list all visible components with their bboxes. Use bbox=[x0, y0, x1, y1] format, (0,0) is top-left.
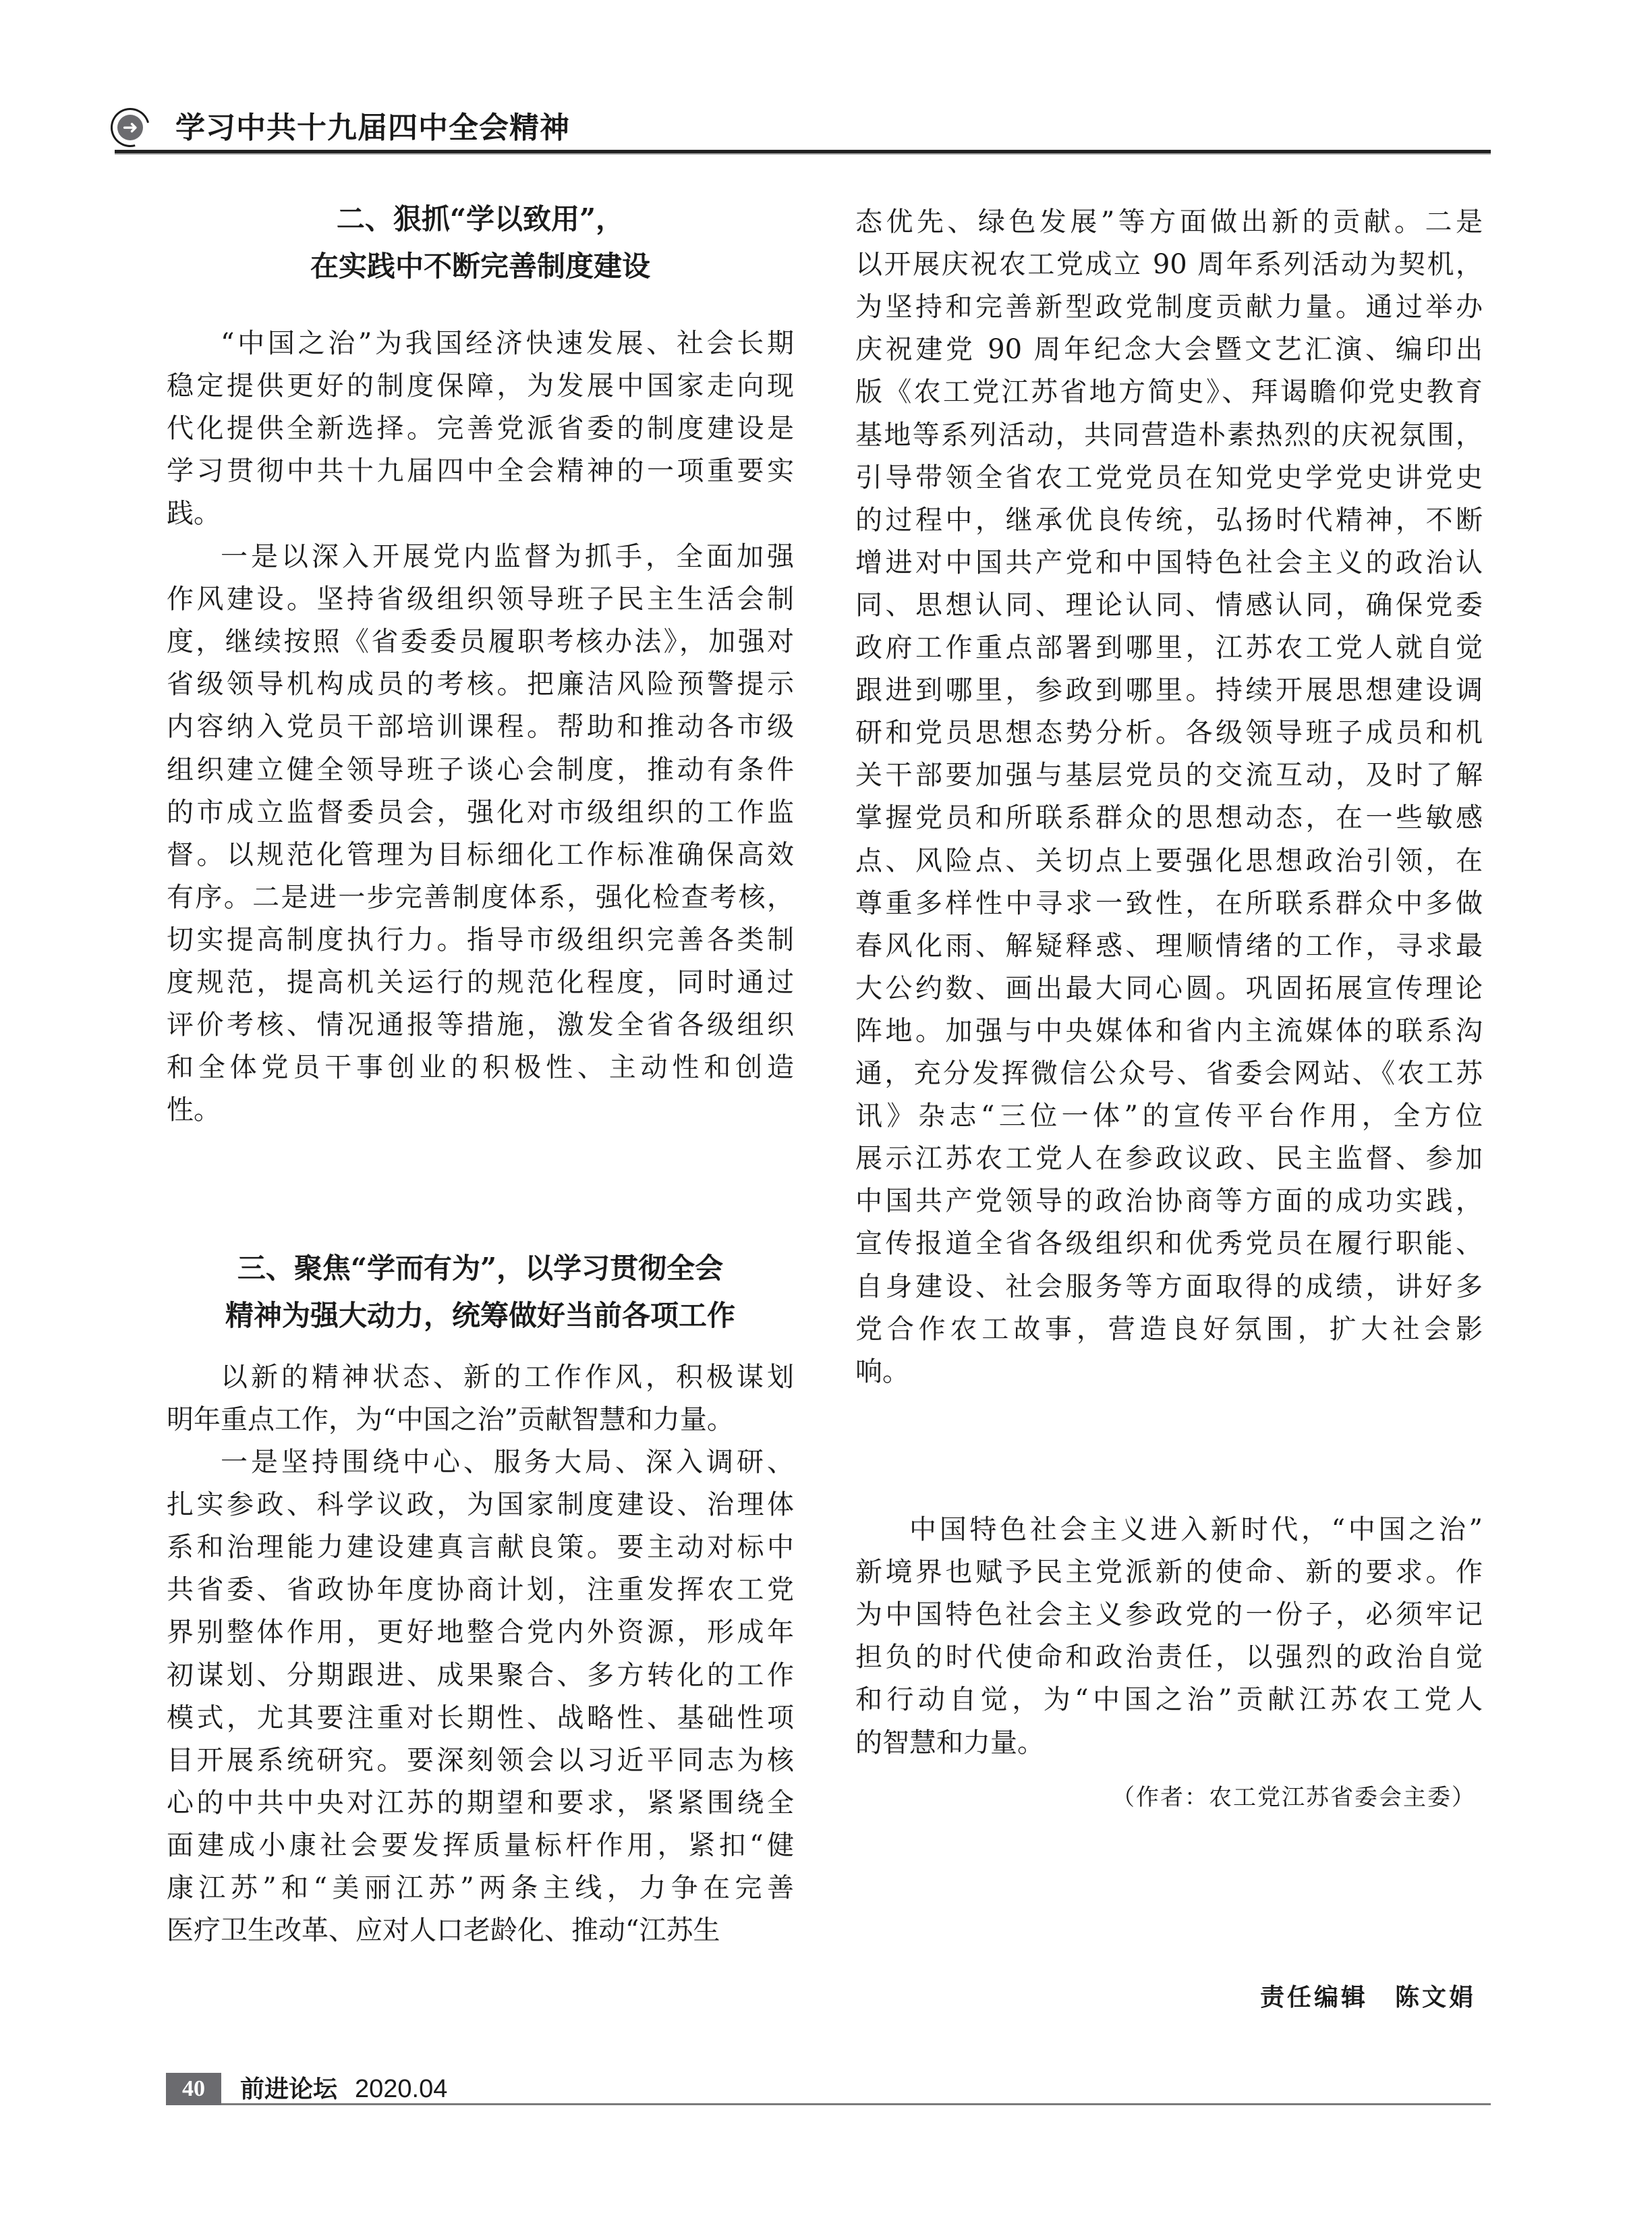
paragraph-2-line: 内容纳入党员干部培训课程。帮助和推动各市级 bbox=[167, 711, 794, 743]
section-heading-2: 二、狠抓“学以致用”， bbox=[336, 202, 625, 235]
footer-rule bbox=[221, 2103, 1491, 2105]
paragraph-4-cont-line: 宣传报道全省各级组织和优秀党员在履行职能、 bbox=[855, 1228, 1483, 1260]
paragraph-1-line: “中国之治”为我国经济快速发展、社会长期 bbox=[221, 328, 794, 359]
paragraph-4-line: 面建成小康社会要发挥质量标杆作用，紧扣“健 bbox=[167, 1829, 794, 1861]
paragraph-4-cont-line: 大公约数、画出最大同心圆。巩固拓展宣传理论 bbox=[855, 972, 1483, 1004]
paragraph-4-line: 系和治理能力建设建真言献良策。要主动对标中 bbox=[167, 1532, 794, 1563]
responsible-editor: 责任编辑 陈文娟 bbox=[1259, 1983, 1476, 2011]
paragraph-4-cont-line: 响。 bbox=[855, 1356, 909, 1387]
paragraph-4-cont-line: 版《农工党江苏省地方简史》、拜谒瞻仰党史教育 bbox=[855, 377, 1483, 408]
paragraph-4-line: 共省委、省政协年度协商计划，注重发挥农工党 bbox=[167, 1574, 794, 1606]
paragraph-4-cont-line: 跟进到哪里，参政到哪里。持续开展思想建设调 bbox=[855, 675, 1483, 706]
paragraph-3-line: 以新的精神状态、新的工作作风，积极谋划 bbox=[221, 1362, 794, 1393]
paragraph-5-line: 的智慧和力量。 bbox=[855, 1727, 1044, 1758]
paragraph-4-line: 模式，尤其要注重对长期性、战略性、基础性项 bbox=[167, 1702, 794, 1733]
paragraph-4-line: 目开展系统研究。要深刻领会以习近平同志为核 bbox=[167, 1744, 794, 1776]
paragraph-4-cont-line: 研和党员思想态势分析。各级领导班子成员和机 bbox=[855, 717, 1483, 749]
paragraph-5-line: 为中国特色社会主义参政党的一份子，必须牢记 bbox=[855, 1599, 1483, 1631]
paragraph-4-cont-line: 春风化雨、解疑释惑、理顺情绪的工作，寻求最 bbox=[855, 930, 1483, 962]
paragraph-3-line: 明年重点工作，为“中国之治”贡献智慧和力量。 bbox=[167, 1404, 734, 1436]
paragraph-4-cont-line: 基地等系列活动，共同营造朴素热烈的庆祝氛围， bbox=[855, 419, 1483, 451]
page-number: 40 bbox=[166, 2073, 221, 2105]
paragraph-4-cont-line: 阵地。加强与中央媒体和省内主流媒体的联系沟 bbox=[855, 1015, 1483, 1047]
issue-date: 2020.04 bbox=[355, 2075, 448, 2103]
paragraph-2-line: 一是以深入开展党内监督为抓手，全面加强 bbox=[221, 541, 794, 572]
paragraph-4-cont-line: 展示江苏农工党人在参政议政、民主监督、参加 bbox=[855, 1143, 1483, 1175]
section-heading-2: 在实践中不断完善制度建设 bbox=[310, 250, 650, 283]
author-credit: （作者：农工党江苏省委会主委） bbox=[1112, 1784, 1476, 1811]
paragraph-4-cont-line: 为坚持和完善新型政党制度贡献力量。通过举办 bbox=[855, 291, 1483, 323]
paragraph-4-line: 一是坚持围绕中心、服务大局、深入调研、 bbox=[221, 1447, 794, 1478]
arrow-right-circle-icon: ➜ bbox=[117, 115, 143, 140]
paragraph-4-cont-line: 关干部要加强与基层党员的交流互动，及时了解 bbox=[855, 760, 1483, 791]
paragraph-4-cont-line: 尊重多样性中寻求一致性，在所联系群众中多做 bbox=[855, 887, 1483, 919]
paragraph-4-cont-line: 中国共产党领导的政治协商等方面的成功实践， bbox=[855, 1186, 1483, 1217]
paragraph-1-line: 学习贯彻中共十九届四中全会精神的一项重要实 bbox=[167, 455, 794, 487]
paragraph-4-line: 康江苏”和“美丽江苏”两条主线，力争在完善 bbox=[167, 1872, 794, 1903]
paragraph-2-line: 度，继续按照《省委委员履职考核办法》，加强对 bbox=[167, 626, 794, 658]
paragraph-4-line: 扎实参政、科学议政，为国家制度建设、治理体 bbox=[167, 1489, 794, 1521]
paragraph-2-line: 和全体党员干事创业的积极性、主动性和创造 bbox=[167, 1052, 794, 1084]
paragraph-1-line: 稳定提供更好的制度保障，为发展中国家走向现 bbox=[167, 370, 794, 402]
paragraph-2-line: 切实提高制度执行力。指导市级组织完善各类制 bbox=[167, 924, 794, 955]
paragraph-2-line: 省级领导机构成员的考核。把廉洁风险预警提示 bbox=[167, 669, 794, 700]
paragraph-4-cont-line: 引导带领全省农工党党员在知党史学党史讲党史 bbox=[855, 462, 1483, 493]
paragraph-5-line: 新境界也赋予民主党派新的使命、新的要求。作 bbox=[855, 1557, 1483, 1588]
paragraph-4-line: 界别整体作用，更好地整合党内外资源，形成年 bbox=[167, 1617, 794, 1648]
section-heading-3: 精神为强大动力，统筹做好当前各项工作 bbox=[225, 1299, 735, 1332]
paragraph-1-line: 践。 bbox=[167, 498, 221, 530]
paragraph-2-line: 督。以规范化管理为目标细化工作标准确保高效 bbox=[167, 839, 794, 870]
paragraph-4-cont-line: 掌握党员和所联系群众的思想动态，在一些敏感 bbox=[855, 802, 1483, 834]
paragraph-4-cont-line: 态优先、绿色发展”等方面做出新的贡献。二是 bbox=[855, 206, 1483, 238]
paragraph-5-line: 和行动自觉，为“中国之治”贡献江苏农工党人 bbox=[855, 1684, 1483, 1716]
running-header bbox=[101, 101, 1491, 155]
paragraph-4-cont-line: 政府工作重点部署到哪里，江苏农工党人就自觉 bbox=[855, 632, 1483, 663]
paragraph-4-cont-line: 通，充分发挥微信公众号、省委会网站、《农工苏 bbox=[855, 1058, 1483, 1089]
paragraph-2-line: 度规范，提高机关运行的规范化程度，同时通过 bbox=[167, 967, 794, 998]
paragraph-4-cont-line: 的过程中，继承优良传统，弘扬时代精神，不断 bbox=[855, 504, 1483, 536]
paragraph-4-line: 心的中共中央对江苏的期望和要求，紧紧围绕全 bbox=[167, 1787, 794, 1818]
section-heading-3: 三、聚焦“学而有为”，以学习贯彻全会 bbox=[237, 1252, 724, 1285]
paragraph-5-line: 担负的时代使命和政治责任，以强烈的政治自觉 bbox=[855, 1642, 1483, 1673]
paragraph-2-line: 评价考核、情况通报等措施，激发全省各级组织 bbox=[167, 1009, 794, 1041]
section-title: 学习中共十九届四中全会精神 bbox=[175, 111, 570, 145]
paragraph-4-cont-line: 增进对中国共产党和中国特色社会主义的政治认 bbox=[855, 547, 1483, 578]
paragraph-2-line: 组织建立健全领导班子谈心会制度，推动有条件 bbox=[167, 754, 794, 785]
paragraph-2-line: 性。 bbox=[167, 1094, 221, 1126]
paragraph-1-line: 代化提供全新选择。完善党派省委的制度建设是 bbox=[167, 413, 794, 445]
page-footer bbox=[166, 2073, 1491, 2107]
paragraph-4-cont-line: 同、思想认同、理论认同、情感认同，确保党委 bbox=[855, 589, 1483, 621]
paragraph-4-cont-line: 庆祝建党 90 周年纪念大会暨文艺汇演、编印出 bbox=[855, 334, 1483, 366]
paragraph-4-cont-line: 以开展庆祝农工党成立 90 周年系列活动为契机， bbox=[855, 249, 1483, 281]
paragraph-2-line: 的市成立监督委员会，强化对市级组织的工作监 bbox=[167, 796, 794, 828]
paragraph-4-line: 医疗卫生改革、应对人口老龄化、推动“江苏生 bbox=[167, 1915, 720, 1947]
paragraph-5-line: 中国特色社会主义进入新时代，“中国之治” bbox=[909, 1514, 1483, 1545]
header-rule bbox=[115, 150, 1491, 155]
paragraph-2-line: 有序。二是进一步完善制度体系，强化检查考核， bbox=[167, 881, 794, 913]
paragraph-4-cont-line: 点、风险点、关切点上要强化思想政治引领，在 bbox=[855, 845, 1483, 877]
magazine-name: 前进论坛 bbox=[240, 2075, 338, 2103]
paragraph-2-line: 作风建设。坚持省级组织领导班子民主生活会制 bbox=[167, 584, 794, 615]
paragraph-4-line: 初谋划、分期跟进、成果聚合、多方转化的工作 bbox=[167, 1659, 794, 1691]
paragraph-4-cont-line: 自身建设、社会服务等方面取得的成绩，讲好多 bbox=[855, 1271, 1483, 1302]
paragraph-4-cont-line: 党合作农工故事，营造良好氛围，扩大社会影 bbox=[855, 1313, 1483, 1345]
paragraph-4-cont-line: 讯》杂志“三位一体”的宣传平台作用，全方位 bbox=[855, 1101, 1483, 1132]
